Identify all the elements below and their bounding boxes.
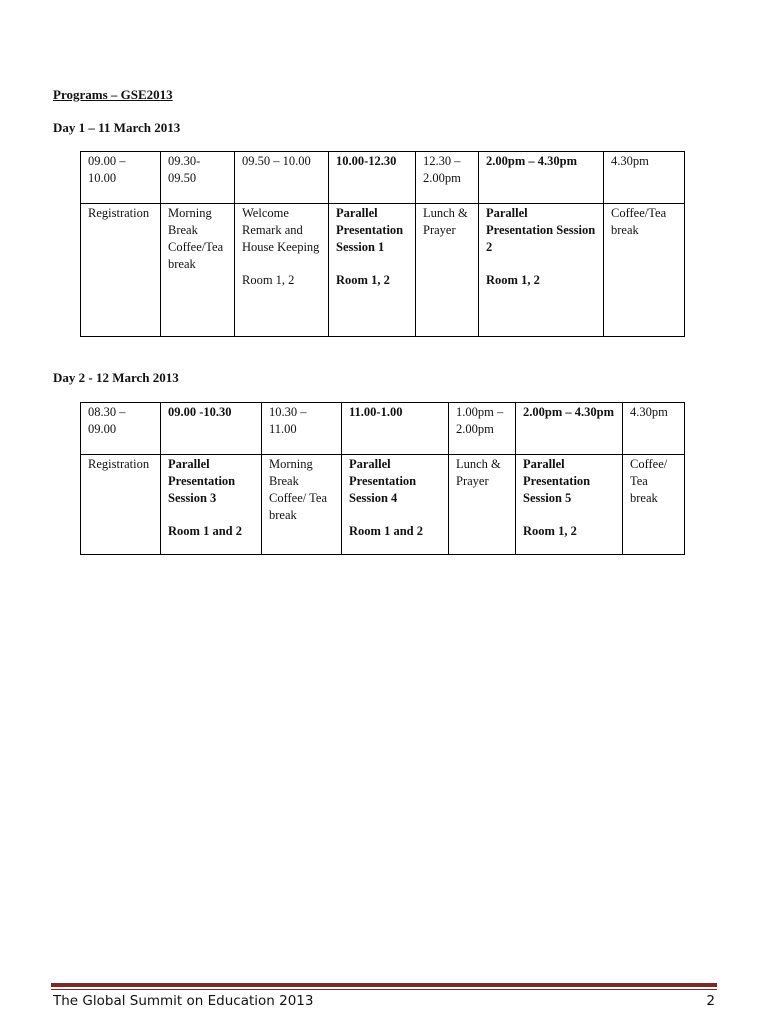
time-cell: 09.00 – 10.00	[81, 152, 161, 204]
event-text: Coffee/Tea break	[611, 206, 667, 237]
room-label: Room 1, 2	[523, 524, 577, 538]
room-label: Room 1 and 2	[349, 524, 423, 538]
event-cell	[342, 455, 449, 555]
event-cell	[161, 455, 262, 555]
time-cell: 2.00pm – 4.30pm	[479, 152, 604, 204]
event-text: Parallel Presentation Session 3	[168, 457, 236, 505]
room-label: Room 1, 2	[336, 273, 390, 287]
day-1-heading: Day 1 – 11 March 2013	[53, 120, 181, 135]
event-text: Parallel Presentation Session 5	[523, 457, 591, 505]
room-label: Room 1, 2	[242, 273, 295, 287]
time-cell: 09.50 – 10.00	[235, 152, 329, 204]
time-cell: 4.30pm	[604, 152, 685, 204]
event-cell	[516, 455, 623, 555]
time-cell: 1.00pm – 2.00pm	[449, 403, 516, 455]
event-cell	[81, 204, 161, 337]
event-text: Registration	[88, 206, 150, 220]
event-text: Morning Break Coffee/Tea break	[168, 206, 224, 271]
event-cell	[262, 455, 342, 555]
room-label: Room 1, 2	[486, 273, 540, 287]
footer-divider-thin	[51, 989, 717, 990]
event-cell	[161, 204, 235, 337]
event-text: Coffee/ Tea break	[630, 457, 668, 505]
event-text: Registration	[88, 457, 150, 471]
event-row	[81, 204, 685, 337]
event-cell	[623, 455, 685, 555]
time-cell: 2.00pm – 4.30pm	[516, 403, 623, 455]
day-2-schedule-table	[80, 402, 685, 555]
event-text: Welcome Remark and House Keeping	[242, 206, 320, 254]
time-cell: 10.30 – 11.00	[262, 403, 342, 455]
time-cell: 4.30pm	[623, 403, 685, 455]
time-cell: 09.00 -10.30	[161, 403, 262, 455]
room-label: Room 1 and 2	[168, 524, 242, 538]
time-cell: 10.00-12.30	[329, 152, 416, 204]
event-text: Morning Break Coffee/ Tea break	[269, 457, 328, 522]
event-row	[81, 455, 685, 555]
event-text: Lunch & Prayer	[456, 457, 501, 488]
event-cell	[235, 204, 329, 337]
time-cell: 11.00-1.00	[342, 403, 449, 455]
event-text: Lunch & Prayer	[423, 206, 468, 237]
time-cell: 12.30 – 2.00pm	[416, 152, 479, 204]
event-cell	[81, 455, 161, 555]
page-title: Programs – GSE2013	[53, 87, 173, 102]
time-cell: 08.30 – 09.00	[81, 403, 161, 455]
event-cell	[479, 204, 604, 337]
event-cell	[329, 204, 416, 337]
event-cell	[604, 204, 685, 337]
event-text: Parallel Presentation Session 2	[486, 206, 596, 254]
footer-title: The Global Summit on Education 2013	[53, 993, 314, 1009]
time-row	[81, 403, 685, 455]
time-cell: 09.30- 09.50	[161, 152, 235, 204]
footer-divider	[51, 983, 717, 987]
page-number: 2	[706, 993, 715, 1009]
event-text: Parallel Presentation Session 4	[349, 457, 417, 505]
day-1-schedule-table	[80, 151, 685, 337]
time-row	[81, 152, 685, 204]
event-cell	[416, 204, 479, 337]
day-2-heading: Day 2 - 12 March 2013	[53, 370, 179, 385]
event-cell	[449, 455, 516, 555]
event-text: Parallel Presentation Session 1	[336, 206, 404, 254]
